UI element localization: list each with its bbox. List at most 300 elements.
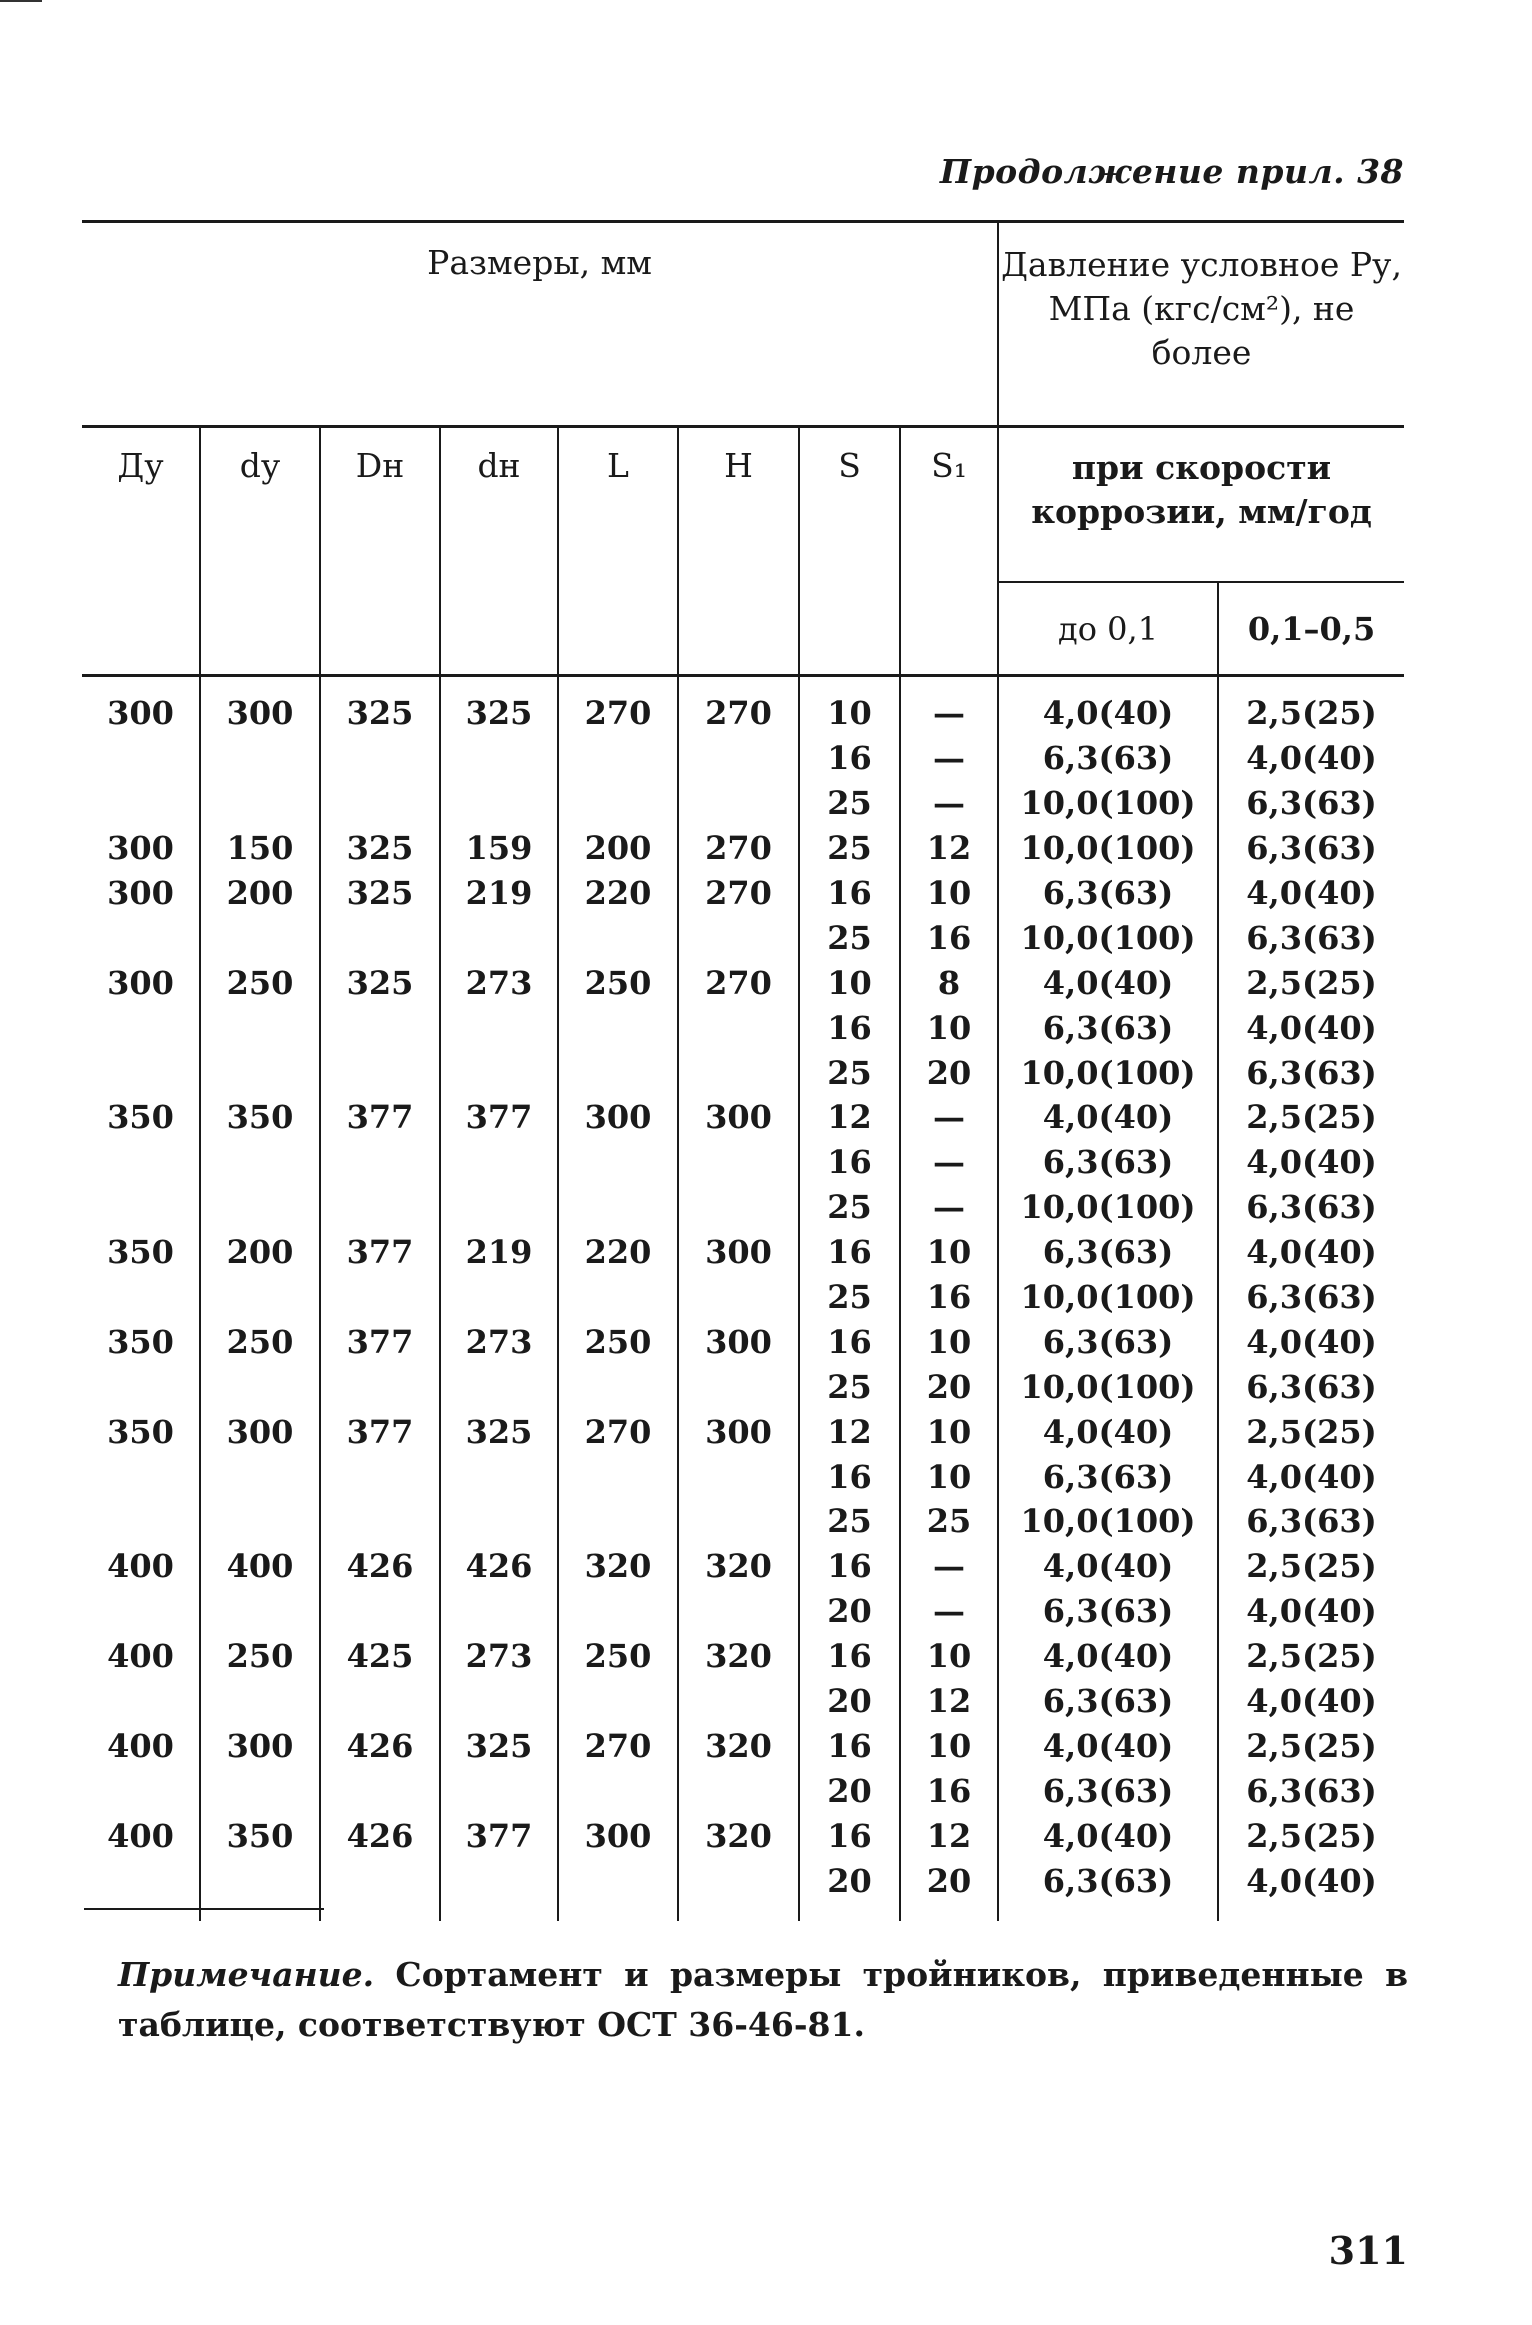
table-cell: 25: [799, 826, 900, 871]
table-cell: 300: [678, 1409, 799, 1454]
table-cell: [320, 1364, 440, 1409]
table-cell: [200, 1364, 320, 1409]
table-cell: 4,0(40): [1246, 739, 1377, 778]
table-row: [82, 1544, 1404, 1589]
table-cell: 10: [900, 1230, 998, 1275]
table-row: [82, 1768, 1404, 1813]
table-cell: [440, 1589, 558, 1634]
table-cell: 377: [320, 1230, 440, 1275]
table-cell: [678, 1499, 799, 1544]
table-cell: 200: [200, 871, 320, 916]
table-cell: [320, 1185, 440, 1230]
table-cell: [678, 1005, 799, 1050]
table-row: [82, 1813, 1404, 1858]
table-cell: 10: [900, 1409, 998, 1454]
table-cell: 6,3(63): [998, 1230, 1218, 1275]
subheader-corrosion-speed: при скорости коррозии, мм/год: [998, 427, 1404, 583]
table-cell: —: [900, 1095, 998, 1140]
table-cell: 270: [678, 871, 799, 916]
table-cell: [320, 1140, 440, 1185]
table-cell: 273: [440, 1319, 558, 1364]
corner-mark: [0, 0, 42, 2]
table-cell: 10,0(100): [998, 781, 1218, 826]
table-cell: [200, 1275, 320, 1320]
table-row: [82, 1050, 1404, 1095]
table-cell: 150: [200, 826, 320, 871]
table-cell: [200, 915, 320, 960]
table-cell: 16: [799, 1634, 900, 1679]
table-cell: [440, 1858, 558, 1921]
table-cell: [678, 915, 799, 960]
table-cell: 16: [799, 736, 900, 781]
table-cell: 6,3(63): [1246, 784, 1377, 823]
col-header-dy: dу: [200, 427, 320, 676]
table-cell: 325: [320, 871, 440, 916]
table-cell: [82, 1005, 200, 1050]
table-cell: 12: [900, 826, 998, 871]
table-cell: 426: [440, 1544, 558, 1589]
table-cell: 6,3(63): [1246, 829, 1377, 868]
col-header-du: Ду: [82, 427, 200, 676]
table-cell: 300: [200, 676, 320, 736]
table-cell: 350: [82, 1095, 200, 1140]
table-cell: 10,0(100): [998, 1275, 1218, 1320]
table-cell: 20: [799, 1589, 900, 1634]
table-cell: 4,0(40): [998, 1409, 1218, 1454]
table-cell: 270: [558, 1409, 678, 1454]
table-cell: 6,3(63): [998, 871, 1218, 916]
table-cell: [558, 1589, 678, 1634]
table-cell: [200, 1858, 320, 1921]
table-cell: [678, 1140, 799, 1185]
table-cell: 6,3(63): [998, 1454, 1218, 1499]
table-cell: 20: [900, 1858, 998, 1921]
table-row: [82, 1275, 1404, 1320]
table-cell: 270: [678, 826, 799, 871]
table-row: [82, 960, 1404, 1005]
table-cell: 6,3(63): [1246, 1502, 1377, 1541]
table-cell: 8: [900, 960, 998, 1005]
table-cell: [678, 1679, 799, 1724]
table-cell: 6,3(63): [998, 1005, 1218, 1050]
table-cell: 20: [900, 1364, 998, 1409]
table-cell: 16: [799, 1230, 900, 1275]
table-cell: —: [900, 1544, 998, 1589]
table-cell: [440, 1140, 558, 1185]
table-cell: 16: [799, 1813, 900, 1858]
table-cell: 377: [440, 1813, 558, 1858]
table-cell: 6,3(63): [998, 1319, 1218, 1364]
table-cell: 325: [440, 1409, 558, 1454]
table-cell: 159: [440, 826, 558, 871]
table-cell: [82, 1140, 200, 1185]
table-cell: 219: [440, 871, 558, 916]
note-lead: Примечание.: [118, 1955, 375, 1994]
table-cell: 16: [799, 1319, 900, 1364]
table-cell: 12: [799, 1409, 900, 1454]
table-cell: [678, 1768, 799, 1813]
table-cell: [558, 1454, 678, 1499]
table-cell: 6,3(63): [1246, 1053, 1377, 1092]
table-cell: 6,3(63): [1246, 1188, 1377, 1227]
table-cell: 10,0(100): [998, 826, 1218, 871]
table-cell: 6,3(63): [1246, 918, 1377, 957]
table-cell: [200, 1679, 320, 1724]
table-cell: [678, 1364, 799, 1409]
table-cell: 2,5(25): [1246, 963, 1377, 1002]
table-cell: [440, 1185, 558, 1230]
table-cell: [440, 1768, 558, 1813]
table-cell: [200, 1005, 320, 1050]
table-cell: [320, 736, 440, 781]
table-cell: 4,0(40): [998, 1544, 1218, 1589]
table-cell: 325: [440, 676, 558, 736]
table-cell: 270: [558, 676, 678, 736]
table-cell: [82, 781, 200, 826]
table-cell: 300: [200, 1409, 320, 1454]
table-cell: 2,5(25): [1246, 1547, 1377, 1586]
tee-dimensions-table: [82, 220, 1404, 1921]
table-cell: [678, 1858, 799, 1921]
table-cell: 320: [678, 1544, 799, 1589]
table-cell: [440, 736, 558, 781]
table-cell: 4,0(40): [998, 1095, 1218, 1140]
table-cell: 325: [440, 1723, 558, 1768]
table-cell: 10: [900, 1319, 998, 1364]
table-row: [82, 1005, 1404, 1050]
table-cell: [82, 1768, 200, 1813]
table-cell: 350: [200, 1813, 320, 1858]
table-cell: 16: [799, 1454, 900, 1499]
table-cell: [82, 1185, 200, 1230]
table-cell: 300: [678, 1319, 799, 1364]
table-cell: [200, 736, 320, 781]
table-cell: 350: [82, 1409, 200, 1454]
table-row: [82, 1185, 1404, 1230]
note-text: Сортамент и размеры тройников, приведенные в таблице, соответствуют ОСТ 36-46-81.: [118, 1955, 1408, 2044]
table-cell: 350: [200, 1095, 320, 1140]
table-cell: 250: [200, 960, 320, 1005]
table-cell: 300: [82, 826, 200, 871]
table-cell: 20: [799, 1768, 900, 1813]
table-cell: [320, 1050, 440, 1095]
table-cell: [558, 736, 678, 781]
table-row: [82, 1140, 1404, 1185]
table-cell: [82, 736, 200, 781]
table-body: [82, 676, 1404, 1922]
table-cell: [678, 1589, 799, 1634]
table-cell: 2,5(25): [1246, 1726, 1377, 1765]
table-cell: [320, 1589, 440, 1634]
table-cell: 220: [558, 871, 678, 916]
table-cell: [320, 1679, 440, 1724]
table-cell: [678, 736, 799, 781]
table-row: [82, 1858, 1404, 1921]
table-cell: 4,0(40): [1246, 1592, 1377, 1631]
table-cell: 250: [558, 1319, 678, 1364]
table-cell: 300: [678, 1230, 799, 1275]
table-cell: —: [900, 676, 998, 736]
table-cell: 16: [900, 1768, 998, 1813]
table-cell: 273: [440, 1634, 558, 1679]
table-cell: 16: [799, 1140, 900, 1185]
table-cell: [440, 1679, 558, 1724]
table-cell: 25: [799, 1499, 900, 1544]
table-cell: [558, 1858, 678, 1921]
table-cell: 10: [900, 1005, 998, 1050]
table-cell: 350: [82, 1230, 200, 1275]
table-cell: 320: [678, 1634, 799, 1679]
table-cell: 4,0(40): [1246, 1861, 1377, 1900]
table-cell: 377: [440, 1095, 558, 1140]
table-cell: [440, 1050, 558, 1095]
table-cell: 16: [799, 871, 900, 916]
table-cell: 12: [799, 1095, 900, 1140]
table-cell: [200, 1050, 320, 1095]
col-header-s1: S₁: [900, 427, 998, 676]
continuation-caption: Продолжение прил. 38: [939, 152, 1404, 191]
table-cell: 20: [799, 1679, 900, 1724]
table-row: [82, 1319, 1404, 1364]
group-header-sizes: Размеры, мм: [82, 222, 998, 427]
table-cell: 20: [900, 1050, 998, 1095]
table-cell: 400: [82, 1634, 200, 1679]
table-cell: [678, 1454, 799, 1499]
table-cell: 4,0(40): [1246, 1143, 1377, 1182]
table-cell: 25: [799, 915, 900, 960]
table-cell: 426: [320, 1723, 440, 1768]
table-row: [82, 915, 1404, 960]
table-row: [82, 676, 1404, 736]
table-cell: 10: [799, 676, 900, 736]
table-cell: [82, 1499, 200, 1544]
table-cell: 300: [82, 871, 200, 916]
table-cell: 12: [900, 1813, 998, 1858]
table-cell: 6,3(63): [1246, 1771, 1377, 1810]
table-cell: 270: [678, 676, 799, 736]
table-cell: [82, 1589, 200, 1634]
table-cell: [200, 1454, 320, 1499]
table-cell: 2,5(25): [1246, 694, 1377, 733]
table-cell: 250: [558, 960, 678, 1005]
table-cell: 2,5(25): [1246, 1412, 1377, 1451]
table-note: [118, 1950, 1408, 2050]
table-cell: 300: [82, 960, 200, 1005]
table-row: [82, 1499, 1404, 1544]
table-cell: [200, 781, 320, 826]
table-row: [82, 826, 1404, 871]
table-cell: [558, 781, 678, 826]
table-cell: 425: [320, 1634, 440, 1679]
table-cell: 325: [320, 676, 440, 736]
table-cell: [320, 1858, 440, 1921]
table-cell: 2,5(25): [1246, 1637, 1377, 1676]
table-cell: 4,0(40): [1246, 1233, 1377, 1272]
table-cell: 10,0(100): [998, 1050, 1218, 1095]
table-cell: —: [900, 781, 998, 826]
table-cell: 25: [900, 1499, 998, 1544]
table-cell: 6,3(63): [998, 736, 1218, 781]
table-cell: 400: [82, 1544, 200, 1589]
table-cell: [558, 1185, 678, 1230]
table-cell: 377: [320, 1319, 440, 1364]
table-cell: —: [900, 1140, 998, 1185]
table-cell: [320, 1499, 440, 1544]
table-cell: 4,0(40): [998, 1813, 1218, 1858]
table-cell: [82, 915, 200, 960]
table-cell: 250: [558, 1634, 678, 1679]
table-cell: 6,3(63): [1246, 1278, 1377, 1317]
col-header-dn-outer: Dн: [320, 427, 440, 676]
table-cell: 320: [678, 1813, 799, 1858]
table-row: [82, 736, 1404, 781]
table-cell: 6,3(63): [998, 1679, 1218, 1724]
table-row: [82, 1095, 1404, 1140]
table-cell: 300: [200, 1723, 320, 1768]
table-cell: 250: [200, 1319, 320, 1364]
col-header-l: L: [558, 427, 678, 676]
table-cell: 250: [200, 1634, 320, 1679]
table-cell: 426: [320, 1813, 440, 1858]
table-cell: 16: [900, 1275, 998, 1320]
table-cell: [200, 1140, 320, 1185]
table-cell: 4,0(40): [998, 1723, 1218, 1768]
table-cell: [440, 1454, 558, 1499]
table-cell: 377: [320, 1409, 440, 1454]
table-cell: 200: [558, 826, 678, 871]
table-cell: [558, 1364, 678, 1409]
table-cell: [320, 1454, 440, 1499]
table-cell: 16: [799, 1723, 900, 1768]
table-row: [82, 1589, 1404, 1634]
page-number: 311: [1328, 2228, 1408, 2273]
table-row: [82, 1409, 1404, 1454]
table-cell: [82, 1679, 200, 1724]
table-cell: 25: [799, 1185, 900, 1230]
table-cell: —: [900, 1589, 998, 1634]
table-cell: [678, 1050, 799, 1095]
table-cell: 2,5(25): [1246, 1816, 1377, 1855]
table-cell: [440, 1005, 558, 1050]
table-cell: 426: [320, 1544, 440, 1589]
table-cell: 320: [678, 1723, 799, 1768]
table-cell: [558, 1050, 678, 1095]
table-cell: 6,3(63): [998, 1858, 1218, 1921]
table-cell: 4,0(40): [1246, 1008, 1377, 1047]
table-cell: [200, 1499, 320, 1544]
table-cell: [320, 1005, 440, 1050]
table-cell: —: [900, 1185, 998, 1230]
table-row: [82, 871, 1404, 916]
table-cell: [558, 1005, 678, 1050]
table-cell: [200, 1768, 320, 1813]
table-cell: 200: [200, 1230, 320, 1275]
table-cell: 325: [320, 960, 440, 1005]
table-cell: 10,0(100): [998, 1364, 1218, 1409]
table-cell: [558, 915, 678, 960]
table-cell: [82, 1275, 200, 1320]
table-cell: 320: [558, 1544, 678, 1589]
col-header-h: H: [678, 427, 799, 676]
table-cell: 219: [440, 1230, 558, 1275]
table-cell: 10,0(100): [998, 1185, 1218, 1230]
table-cell: [558, 1275, 678, 1320]
table-cell: 400: [82, 1723, 200, 1768]
table-cell: 6,3(63): [998, 1589, 1218, 1634]
table-cell: [440, 1364, 558, 1409]
table-row: [82, 1364, 1404, 1409]
table-cell: [558, 1768, 678, 1813]
table-cell: [82, 1858, 200, 1921]
table-cell: [82, 1454, 200, 1499]
table-cell: 273: [440, 960, 558, 1005]
table-cell: 270: [558, 1723, 678, 1768]
table-cell: [320, 1768, 440, 1813]
table-cell: —: [900, 736, 998, 781]
table-cell: 25: [799, 1364, 900, 1409]
table-cell: [200, 1185, 320, 1230]
col-header-speed-low: до 0,1: [998, 582, 1218, 675]
table-cell: 300: [678, 1095, 799, 1140]
table-cell: 377: [320, 1095, 440, 1140]
table-cell: [440, 781, 558, 826]
table-cell: 25: [799, 1275, 900, 1320]
table-cell: 270: [678, 960, 799, 1005]
table-row: [82, 781, 1404, 826]
table-cell: 10: [900, 1454, 998, 1499]
col-header-dn-branch: dн: [440, 427, 558, 676]
table-cell: [82, 1364, 200, 1409]
group-header-pressure: Давление условное Ру, МПа (кгс/см²), не более: [998, 222, 1404, 427]
table-cell: 12: [900, 1679, 998, 1724]
table-cell: 10: [799, 960, 900, 1005]
table-cell: 2,5(25): [1246, 1098, 1377, 1137]
table-cell: 4,0(40): [1246, 1322, 1377, 1361]
table-cell: [320, 1275, 440, 1320]
table-cell: 10: [900, 1723, 998, 1768]
table-cell: [320, 781, 440, 826]
table-cell: 6,3(63): [998, 1140, 1218, 1185]
table-cell: [440, 1275, 558, 1320]
table-row: [82, 1634, 1404, 1679]
table-row: [82, 1454, 1404, 1499]
table-cell: 300: [82, 676, 200, 736]
table-cell: [558, 1140, 678, 1185]
table-cell: 25: [799, 1050, 900, 1095]
table-cell: [440, 1499, 558, 1544]
table-cell: 10,0(100): [998, 1499, 1218, 1544]
table-cell: 300: [558, 1813, 678, 1858]
table-row: [82, 1723, 1404, 1768]
table-cell: [320, 915, 440, 960]
table-cell: 16: [799, 1005, 900, 1050]
table-cell: [558, 1679, 678, 1724]
table-cell: 220: [558, 1230, 678, 1275]
table-cell: [678, 781, 799, 826]
table-row: [82, 1230, 1404, 1275]
table-cell: 350: [82, 1319, 200, 1364]
table-cell: 4,0(40): [998, 676, 1218, 736]
table-cell: 6,3(63): [998, 1768, 1218, 1813]
table-cell: 6,3(63): [1246, 1367, 1377, 1406]
footnote-rule: [84, 1908, 324, 1910]
table-cell: 10: [900, 871, 998, 916]
table-cell: 400: [200, 1544, 320, 1589]
table-cell: 400: [82, 1813, 200, 1858]
table-cell: 4,0(40): [1246, 1457, 1377, 1496]
table-cell: 20: [799, 1858, 900, 1921]
col-header-s: S: [799, 427, 900, 676]
